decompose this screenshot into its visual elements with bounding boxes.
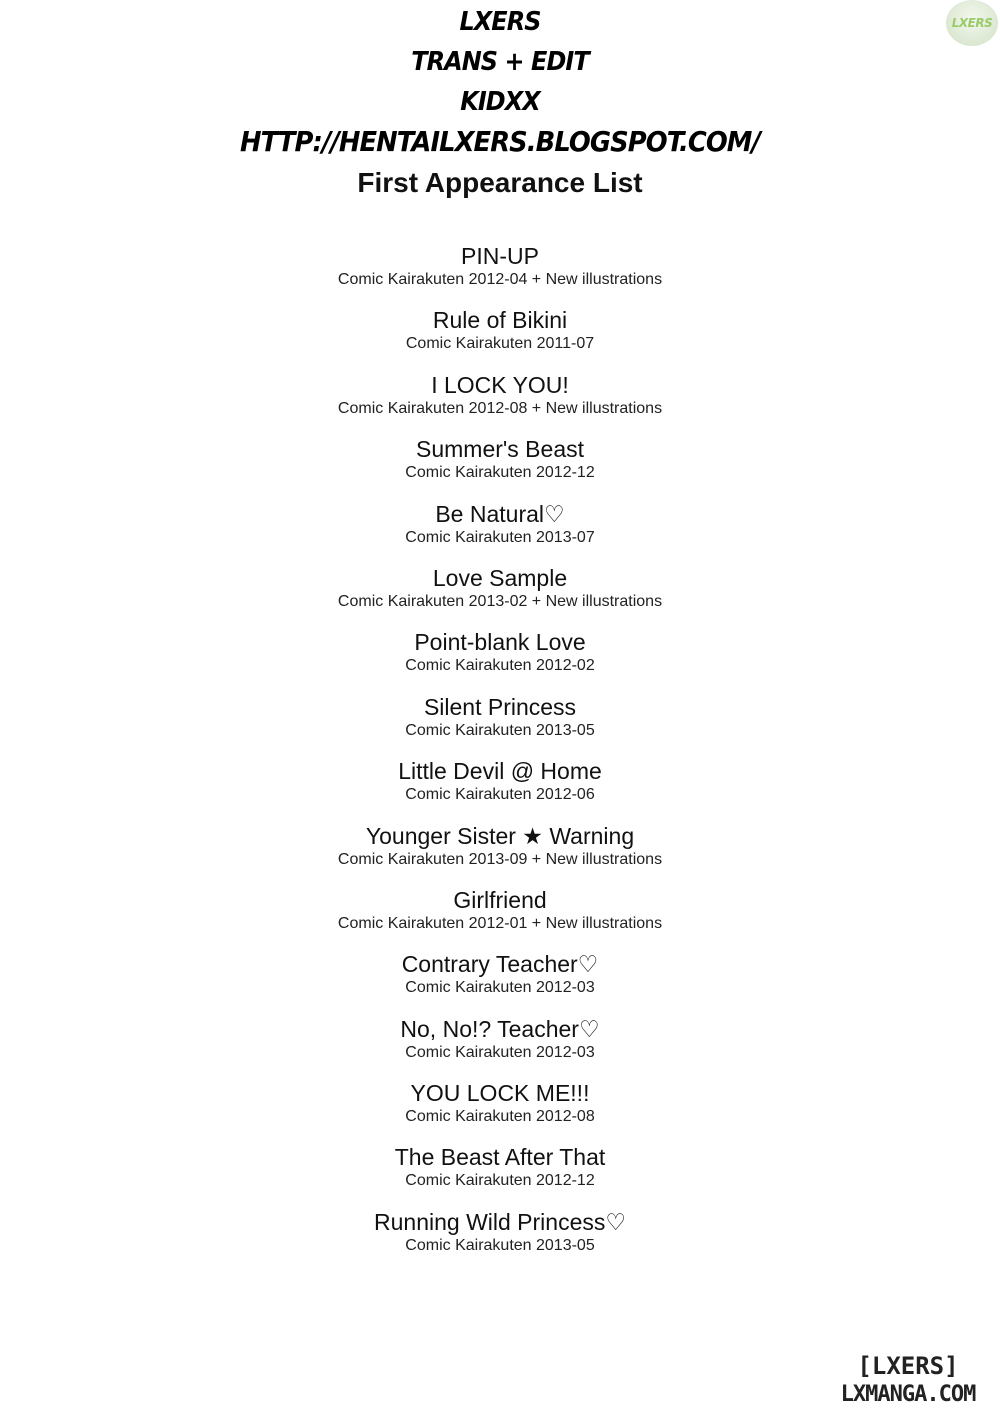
page-title: First Appearance List <box>357 167 643 198</box>
credit-url: HTTP://HENTAILXERS.BLOGSPOT.COM/ <box>239 125 761 158</box>
entry-source: Comic Kairakuten 2013-05 <box>405 1236 595 1254</box>
entry-title: Running Wild Princess♡ <box>374 1208 626 1235</box>
credits-block <box>0 2 1000 162</box>
credit-group: LXERS <box>459 7 541 37</box>
entry-title: Younger Sister ★ Warning <box>365 822 635 849</box>
list-item <box>0 1142 1000 1206</box>
entry-source: Comic Kairakuten 2012-04 + New illustrations <box>337 271 663 288</box>
list-item <box>0 885 1000 949</box>
entry-source: Comic Kairakuten 2012-01 + New illustrations <box>337 914 663 932</box>
list-item <box>0 434 1000 498</box>
entry-source: Comic Kairakuten 2013-07 <box>405 528 595 546</box>
entry-source: Comic Kairakuten 2011-07 <box>405 335 595 353</box>
watermark-line1: [LXERS] <box>857 1352 959 1380</box>
entry-title: Rule of Bikini <box>432 307 568 334</box>
entry-title: YOU LOCK ME!!! <box>410 1080 590 1107</box>
entry-source: Comic Kairakuten 2012-12 <box>405 1172 595 1190</box>
entry-source: Comic Kairakuten 2012-03 <box>405 979 595 997</box>
list-item <box>0 305 1000 369</box>
entry-title: Girlfriend <box>453 886 547 913</box>
entry-title: I LOCK YOU! <box>431 371 569 398</box>
credit-name: KIDXX <box>460 87 540 117</box>
appearance-list <box>0 241 1000 1271</box>
watermark-line2: LXMANGA.COM <box>840 1382 976 1407</box>
site-watermark <box>828 1351 988 1409</box>
list-item <box>0 756 1000 820</box>
entry-source: Comic Kairakuten 2012-08 + New illustrations <box>337 399 663 417</box>
entry-source: Comic Kairakuten 2012-02 <box>405 657 595 675</box>
badge-logo-text: LXERS <box>951 16 993 30</box>
entry-title: Summer's Beast <box>416 436 584 463</box>
entry-title: The Beast After That <box>394 1144 606 1171</box>
list-item <box>0 370 1000 434</box>
list-item <box>0 1207 1000 1271</box>
entry-title: Love Sample <box>432 564 568 591</box>
entry-source: Comic Kairakuten 2012-12 <box>405 464 595 482</box>
entry-title: PIN-UP <box>461 243 539 269</box>
list-item <box>0 1014 1000 1078</box>
list-item <box>0 499 1000 563</box>
entry-title: Contrary Teacher♡ <box>401 951 599 978</box>
list-item <box>0 692 1000 756</box>
entry-source: Comic Kairakuten 2012-06 <box>405 786 595 804</box>
list-item <box>0 627 1000 691</box>
entry-title: Silent Princess <box>423 693 577 720</box>
entry-title: Little Devil @ Home <box>398 758 602 785</box>
list-item <box>0 949 1000 1013</box>
credit-role: TRANS + EDIT <box>411 47 589 77</box>
entry-title: Be Natural♡ <box>435 500 565 527</box>
entry-source: Comic Kairakuten 2013-09 + New illustrations <box>337 850 663 868</box>
entry-source: Comic Kairakuten 2013-05 <box>405 721 595 739</box>
entry-source: Comic Kairakuten 2012-03 <box>405 1043 595 1061</box>
entry-source: Comic Kairakuten 2013-02 + New illustrations <box>337 592 663 610</box>
list-item <box>0 1078 1000 1142</box>
entry-title: Point-blank Love <box>414 629 586 656</box>
list-item <box>0 563 1000 627</box>
list-item <box>0 821 1000 885</box>
entry-source: Comic Kairakuten 2012-08 <box>405 1108 595 1126</box>
entry-title: No, No!? Teacher♡ <box>400 1015 600 1042</box>
list-item <box>0 241 1000 305</box>
